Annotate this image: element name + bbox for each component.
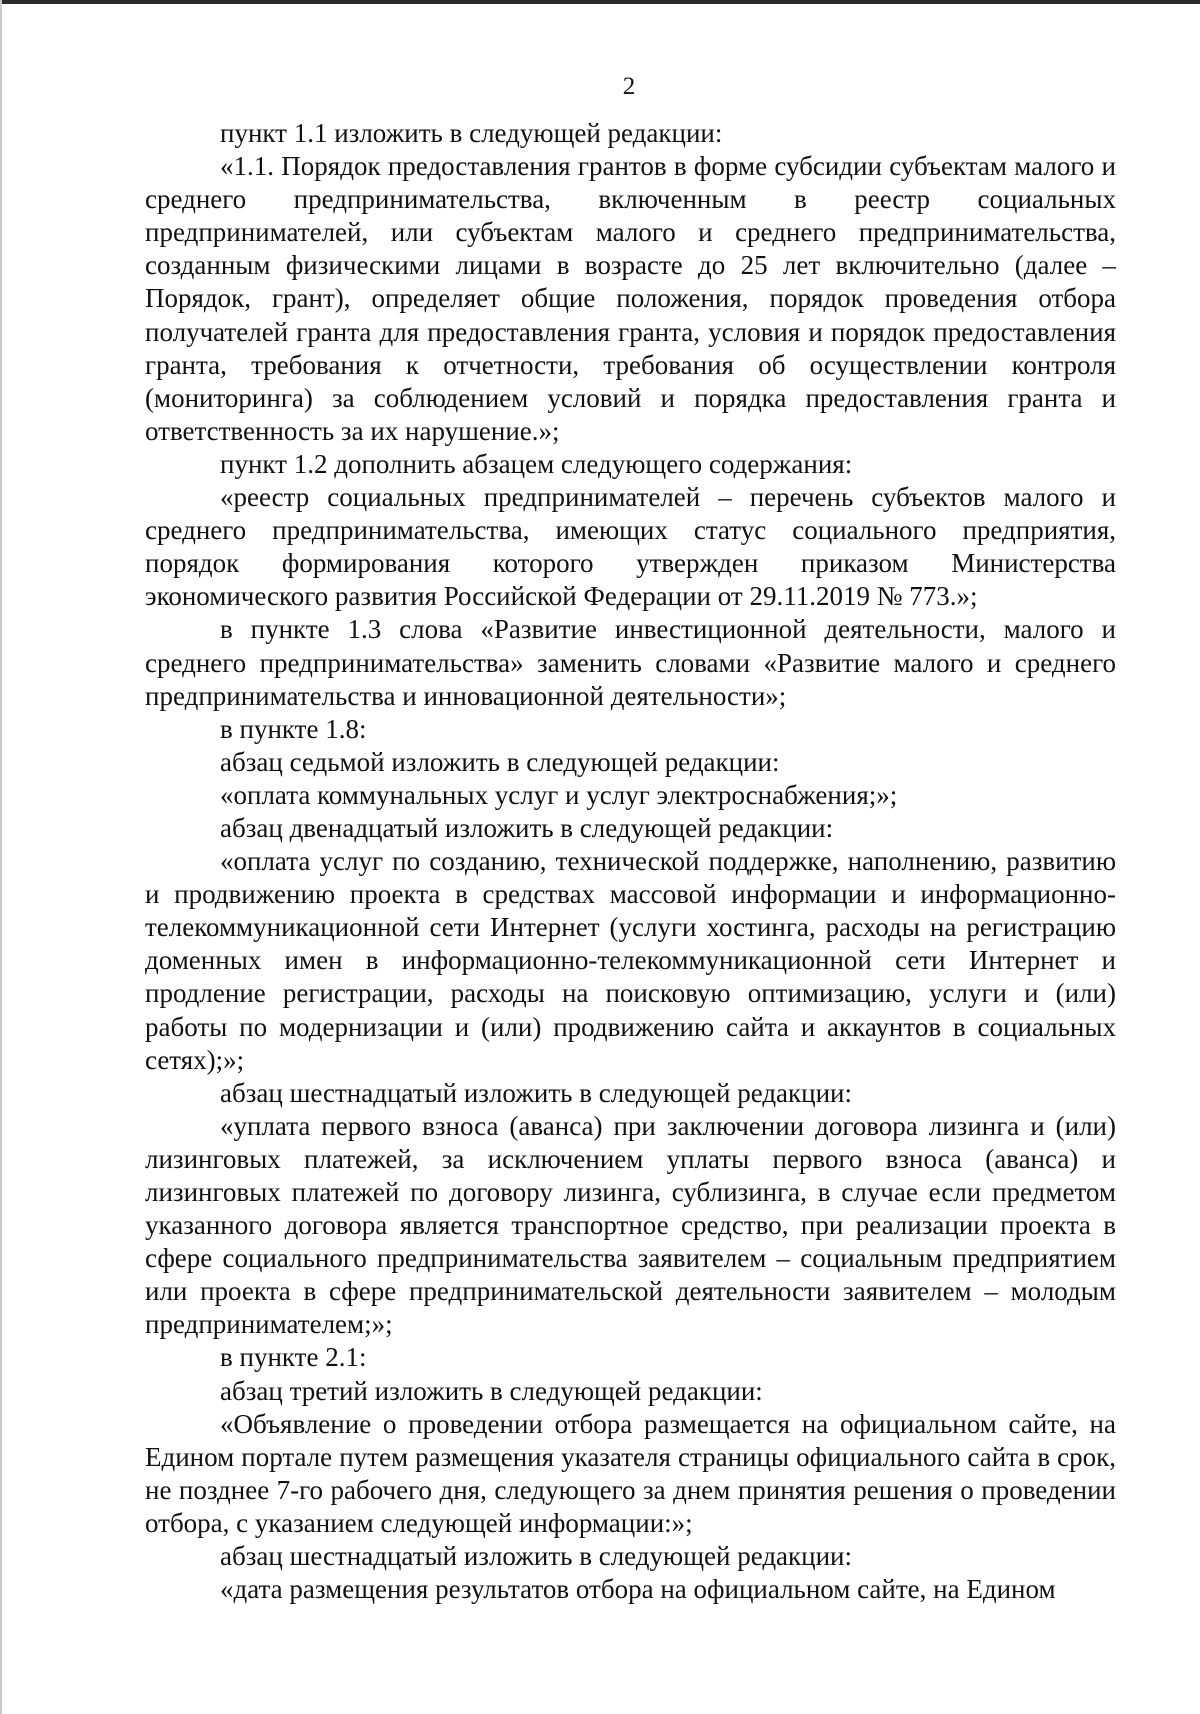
paragraph: «1.1. Порядок предоставления грантов в форме субсидии субъектам малого и среднего предпринимательства, включенным в реестр социальных предпринимателей, или субъектам малого и среднего предпринимательства, созданным физическими лицами в возрасте до 25 лет включительно (далее – Порядок, грант), определяет общие положения, порядок проведения отбора получателей гранта для предоставления гранта, условия и порядок предоставления гранта, требования к отчетности, требования об осуществлении контроля (мониторинга) за соблюдением условий и порядка предоставления гранта и ответственность за их нарушение.»; xyxy=(145,151,1116,446)
paragraph: «реестр социальных предпринимателей – перечень субъектов малого и среднего предпринимательства, имеющих статус социального предприятия, порядок формирования которого утвержден приказом Министерства экономического развития Российской Федерации от 29.11.2019 № 773.»; xyxy=(145,482,1116,612)
scan-left-edge xyxy=(0,0,2,1714)
paragraph: абзац двенадцатый изложить в следующей редакции: xyxy=(220,812,834,843)
paragraph: пункт 1.2 дополнить абзацем следующего содержания: xyxy=(220,448,853,479)
paragraph: «Объявление о проведении отбора размещается на официальном сайте, на Едином портале путем размещения указателя страницы официального сайта в срок, не позднее 7-го рабочего дня, следующего за днем принятия решения о проведении отбора, с указанием следующей информации:»; xyxy=(145,1408,1116,1538)
paragraph: абзац шестнадцатый изложить в следующей редакции: xyxy=(220,1077,853,1108)
document-body xyxy=(145,117,1116,1606)
paragraph: «оплата коммунальных услуг и услуг электроснабжения;»; xyxy=(220,779,898,810)
paragraph: «дата размещения результатов отбора на официальном сайте, на Едином xyxy=(220,1574,1056,1605)
paragraph: в пункте 2.1: xyxy=(220,1342,367,1373)
paragraph: в пункте 1.8: xyxy=(220,713,367,744)
paragraph: «оплата услуг по созданию, технической поддержке, наполнению, развитию и продвижению проекта в средствах массовой информации и информационно-телекоммуникационной сети Интернет (услуги хостинга, расходы на регистрацию доменных имен в информационно-телекоммуникационной сети Интернет и продление регистрации, расходы на поисковую оптимизацию, услуги и (или) работы по модернизации и (или) продвижению сайта и аккаунтов в социальных сетях);»; xyxy=(145,846,1116,1075)
paragraph: пункт 1.1 изложить в следующей редакции: xyxy=(220,118,723,148)
paragraph: «уплата первого взноса (аванса) при заключении договора лизинга и (или) лизинговых платежей, за исключением уплаты первого взноса (аванса) и лизинговых платежей по договору лизинга, сублизинга, в случае если предметом указанного договора является транспортное средство, при реализации проекта в сфере социального предпринимательства заявителем – социальным предприятием или проекта в сфере предпринимательской деятельности заявителем – молодым предпринимателем;»; xyxy=(145,1110,1116,1340)
scan-top-edge xyxy=(0,0,1200,4)
page-number: 2 xyxy=(622,73,636,100)
paragraph: абзац седьмой изложить в следующей редакции: xyxy=(220,746,780,777)
paragraph: абзац шестнадцатый изложить в следующей редакции: xyxy=(220,1541,853,1572)
paragraph: абзац третий изложить в следующей редакции: xyxy=(220,1375,763,1406)
paragraph: в пункте 1.3 слова «Развитие инвестиционной деятельности, малого и среднего предпринимательства» заменить словами «Развитие малого и среднего предпринимательства и инновационной деятельности»; xyxy=(145,614,1116,711)
